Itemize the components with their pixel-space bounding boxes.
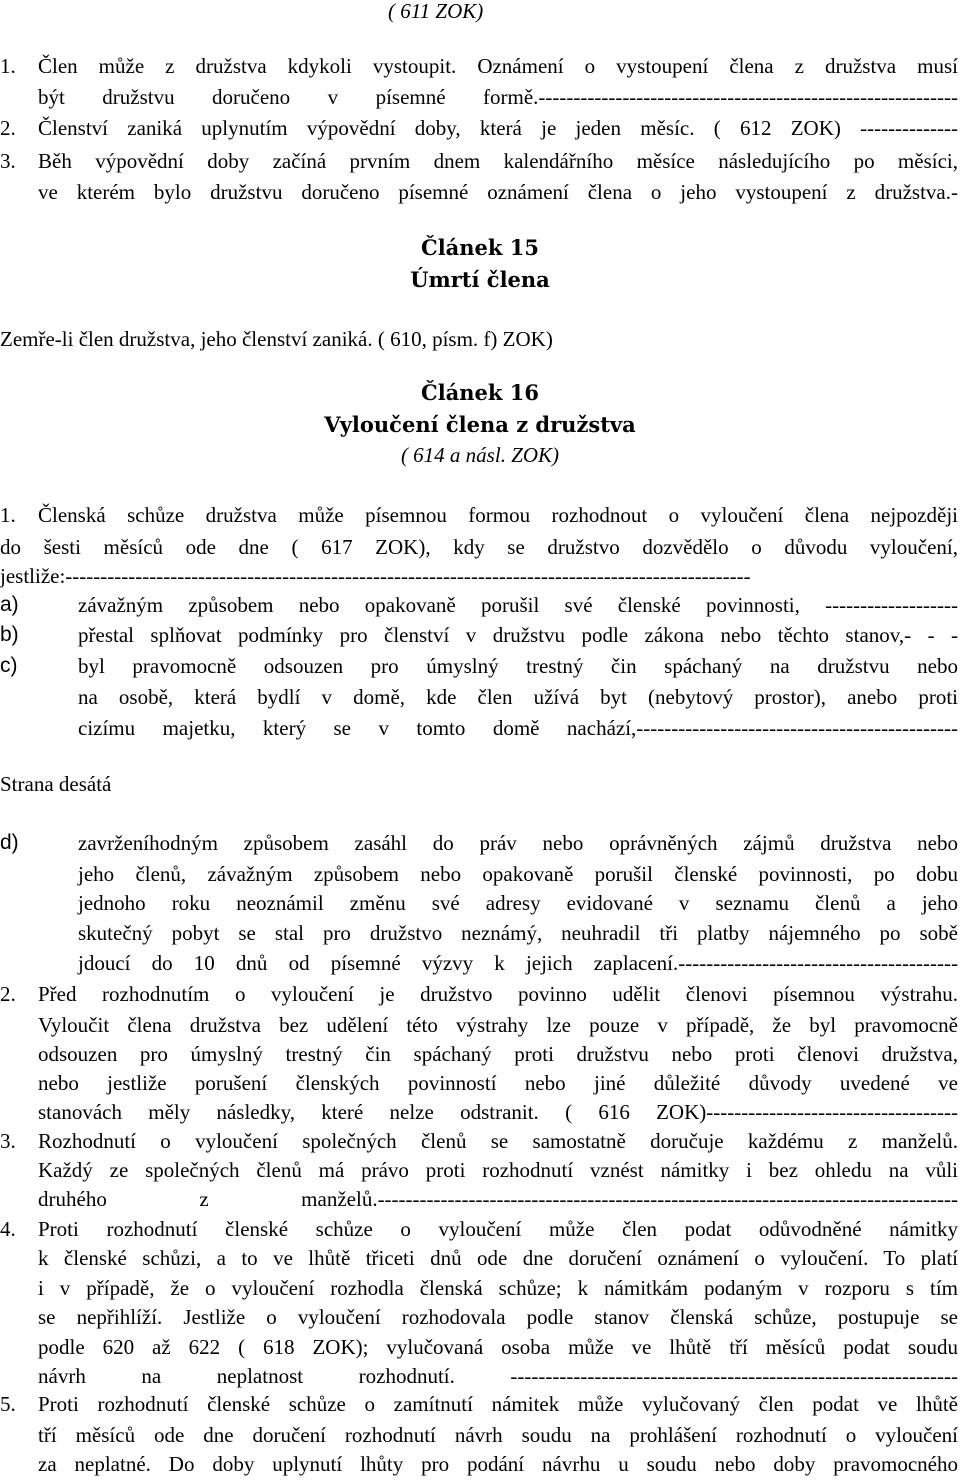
paragraph-line: [0, 500, 960, 530]
article-15-text: Zemře-li člen družstva, jeho členství zaniká. ( 610, písm. f) ZOK): [0, 327, 553, 351]
article-15-number: Článek 15: [420, 235, 539, 260]
item-line: Vyloučit člena družstva bez udělení této výstrahy lze pouze v případě, že byl pravomocně: [38, 1013, 958, 1037]
list-item-cont: [0, 1332, 960, 1362]
item-number: 5.: [0, 1392, 16, 1416]
reason-line: jdoucí do 10 dnů od písemné výzvy k jejich zaplacení.----------------------------------------: [78, 951, 958, 975]
item-line: Každý ze společných členů má právo proti rozhodnutí vznést námitky i bez ohledu na vůli: [38, 1158, 958, 1182]
item-line: za neplatné. Do doby uplynutí lhůty pro podání návrhu u soudu nebo doby pravomocného: [38, 1452, 958, 1476]
list-item-cont: [0, 1068, 960, 1098]
reason-line: jeho členů, závažným způsobem nebo opakovaně porušil členské povinnosti, po dobu: [78, 862, 958, 886]
item-line: jestliže:--------------------------------------------------------------------------------------------------: [0, 564, 751, 588]
item-line: Proti rozhodnutí členské schůze o zamítnutí námitek může vylučovaný člen podat ve lhůtě: [38, 1392, 958, 1416]
lead-reference: ( 611 ZOK): [388, 0, 484, 23]
list-item-cont: [0, 82, 960, 112]
item-line: stanovách měly následky, které nelze odstranit. ( 616 ZOK)------------------------------------: [38, 1100, 958, 1124]
item-number: 2.: [0, 116, 16, 140]
reason-letter: b): [0, 623, 19, 646]
reason-line: zavrženíhodným způsobem zasáhl do práv nebo oprávněných zájmů družstva nebo: [78, 831, 958, 855]
list-item: [0, 1389, 960, 1419]
item-line: i v případě, že o vyloučení rozhodla členská schůze; k námitkám podaným v rozporu s tím: [38, 1276, 958, 1300]
reason-item: [0, 828, 960, 858]
item-line: být družstvu doručeno v písemné formě.------------------------------------------------------------: [38, 85, 958, 109]
list-item-cont: [0, 1243, 960, 1273]
reason-letter: c): [0, 654, 18, 677]
item-line: Běh výpovědní doby začíná prvním dnem kalendářního měsíce následujícího po měsíci,: [38, 149, 958, 173]
item-number: 3.: [0, 1129, 16, 1153]
list-item: [0, 51, 960, 81]
list-item-cont: [0, 1184, 960, 1214]
article-16-number: Článek 16: [420, 380, 539, 405]
list-item: [0, 146, 960, 176]
item-line: se nepřihlíží. Jestliže o vyloučení rozhodovala podle stanov členská schůze, postupuje se: [38, 1305, 958, 1329]
reason-item-cont: [0, 888, 960, 918]
reason-letter: a): [0, 593, 19, 616]
item-number: 4.: [0, 1217, 16, 1241]
item-line: Rozhodnutí o vyloučení společných členů se samostatně doručuje každému z manželů.: [38, 1129, 958, 1153]
reason-line: cizímu majetku, který se v tomto domě nachází,----------------------------------------------: [78, 716, 958, 740]
list-item-cont: [0, 1273, 960, 1303]
item-line: k členské schůzi, a to ve lhůtě třiceti dnů ode dne doručení oznámení o vyloučení. To platí: [38, 1246, 958, 1270]
reason-line: byl pravomocně odsouzen pro úmyslný trestný čin spáchaný na družstvu nebo: [78, 654, 958, 678]
list-item-cont: [0, 1039, 960, 1069]
paragraph-line: [0, 561, 960, 591]
reason-letter: d): [0, 831, 19, 854]
list-item-cont: [0, 1449, 960, 1479]
list-item: [0, 1214, 960, 1244]
reason-line: přestal splňovat podmínky pro členství v družstvu podle zákona nebo těchto stanov,- - -: [78, 623, 958, 647]
list-item-cont: [0, 1097, 960, 1127]
list-item-cont: [0, 1302, 960, 1332]
item-line: Členská schůze družstva může písemnou formou rozhodnout o vyloučení člena nejpozději: [38, 503, 958, 527]
item-number: 1.: [0, 54, 16, 78]
item-number: 3.: [0, 149, 16, 173]
reason-line: jednoho roku neoznámil změnu své adresy evidované v seznamu členů a jeho: [78, 891, 958, 915]
article-15-title: Úmrtí člena: [410, 267, 550, 292]
list-item-cont: [0, 1361, 960, 1391]
item-line: Před rozhodnutím o vyloučení je družstvo povinno udělit členovi písemnou výstrahu.: [38, 982, 958, 1006]
reason-item-cont: [0, 859, 960, 889]
paragraph-line: [0, 532, 960, 562]
reason-line: na osobě, která bydlí v domě, kde člen užívá byt (nebytový prostor), anebo proti: [78, 685, 958, 709]
list-item-cont: [0, 1420, 960, 1450]
reason-item-cont: [0, 713, 960, 743]
reason-item-cont: [0, 918, 960, 948]
item-line: druhého z manželů.-----------------------------------------------------------------------------------: [38, 1187, 958, 1211]
item-line: tří měsíců ode dne doručení rozhodnutí návrh soudu na prohlášení rozhodnutí o vyloučení: [38, 1423, 958, 1447]
page-label: Strana desátá: [0, 772, 112, 796]
item-number: 2.: [0, 982, 16, 1006]
item-line: návrh na neplatnost rozhodnutí. ----------------------------------------------------------------: [38, 1364, 958, 1388]
list-item-cont: [0, 1155, 960, 1185]
list-item: [0, 979, 960, 1009]
reason-line: závažným způsobem nebo opakovaně porušil své členské povinnosti, -------------------: [78, 593, 958, 617]
list-item-cont: [0, 177, 960, 207]
item-line: Proti rozhodnutí členské schůze o vyloučení může člen podat odůvodněné námitky: [38, 1217, 958, 1241]
reason-item: [0, 620, 960, 650]
item-line: ve kterém bylo družstvu doručeno písemné oznámení člena o jeho vystoupení z družstva.-: [38, 180, 958, 204]
article-16-reference: ( 614 a násl. ZOK): [400, 443, 560, 467]
item-number: 1.: [0, 503, 16, 527]
item-line: Členství zaniká uplynutím výpovědní doby, která je jeden měsíc. ( 612 ZOK) --------------: [38, 116, 958, 140]
item-line: Člen může z družstva kdykoli vystoupit. Oznámení o vystoupení člena z družstva musí: [38, 54, 958, 78]
list-item: [0, 113, 960, 143]
item-line: odsouzen pro úmyslný trestný čin spáchaný proti družstvu nebo proti členovi družstva,: [38, 1042, 958, 1066]
item-line: nebo jestliže porušení členských povinností nebo jiné důležité důvody uvedené ve: [38, 1071, 958, 1095]
reason-item-cont: [0, 682, 960, 712]
item-line: do šesti měsíců ode dne ( 617 ZOK), kdy se družstvo dozvědělo o důvodu vyloučení,: [0, 535, 958, 559]
reason-line: skutečný pobyt se stal pro družstvo neznámý, neuhradil tři platby nájemného po sobě: [78, 921, 958, 945]
reason-item: [0, 651, 960, 681]
list-item: [0, 1126, 960, 1156]
list-item-cont: [0, 1010, 960, 1040]
article-16-title: Vyloučení člena z družstva: [324, 412, 636, 437]
reason-item-cont: [0, 948, 960, 978]
item-line: podle 620 až 622 ( 618 ZOK); vylučovaná osoba může ve lhůtě tří měsíců podat soudu: [38, 1335, 958, 1359]
reason-item: [0, 590, 960, 620]
